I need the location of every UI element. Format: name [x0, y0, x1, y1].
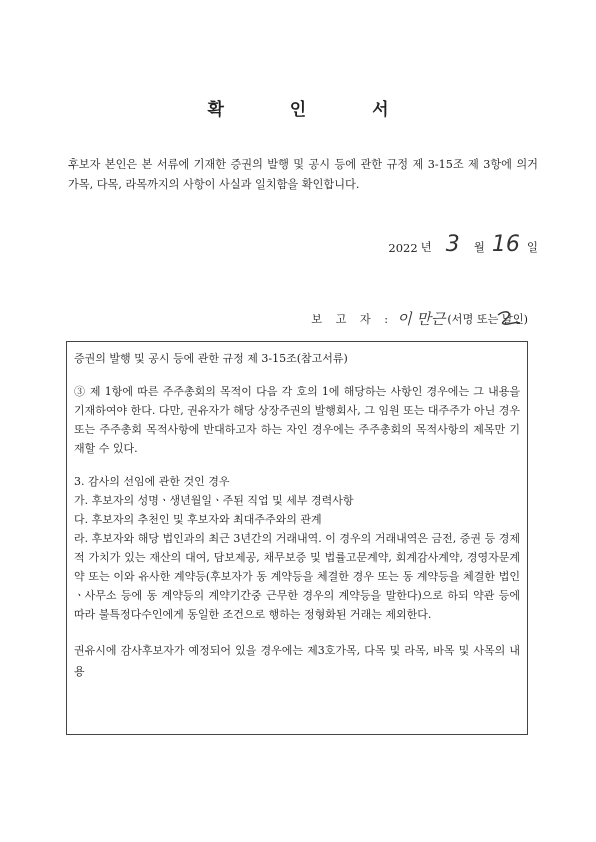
audit-item-3: 3. 감사의 선임에 관한 것인 경우: [74, 475, 230, 488]
regulation-heading: 증권의 발행 및 공시 등에 관한 규정 제 3-15조(참고서류): [74, 352, 348, 365]
document-title: 확 인 서: [207, 100, 419, 120]
reporter-line: [311, 308, 528, 329]
date-month-handwritten: 3: [445, 232, 460, 257]
date-year: 2022: [388, 241, 418, 255]
confirmation-statement: 후보자 본인은 본 서류에 기재한 증권의 발행 및 공시 등에 관한 규정 제 3-15조 제 3항에 의거 가목, 다목, 라목까지의 사항이 사실과 일치함을 확인합니다.: [68, 158, 538, 191]
audit-item-ra: 라. 후보자와 해당 법인과의 최근 3년간의 거래내역. 이 경우의 거래내역은 금전, 증권 등 경제적 가치가 있는 재산의 대여, 담보제공, 채무보증 및 법률고문계약, 회계감사계약, 경영자문계약 또는 이와 유사한 계약등(후보자가 동 계약등을 체결한 경우 또는 동 계약등을 체결한 법인ㆍ사무소 등에 동 계약등의 계약기간중 근무한 경우의 계약등을 말한다)으로 하되 약관 등에 따라 불특정다수인에게 동일한 조건으로 행하는 정형화된 거래는 제외한다.: [74, 532, 520, 621]
box-footer-note: 권유시에 감사후보자가 예정되어 있을 경우에는 제3호가목, 다목 및 라목, 바목 및 사목의 내용: [74, 644, 520, 678]
date-day-handwritten: 16: [491, 232, 520, 257]
regulation-clause-3: ③ 제 1항에 따른 주주총회의 목적이 다음 각 호의 1에 해당하는 사항인 경우에는 그 내용을 기재하여야 한다. 다만, 권유자가 해당 상장주권의 발행회사, 그 임원 또는 대주주가 아닌 경우 또는 주주총회 목적사항에 반대하고자 하는 자인 경우에는 주주총회의 목적사항의 제목만 기재할 수 있다.: [74, 385, 520, 455]
date-day-unit: 일: [526, 240, 538, 254]
handwritten-signature: 이 만근: [397, 310, 446, 328]
date-line: [388, 230, 538, 255]
signature-scribble-icon: [496, 309, 522, 329]
date-month-unit: 월: [473, 240, 485, 254]
date-year-unit: 년: [420, 240, 432, 254]
signature-note: (서명 또는 날인): [447, 312, 528, 326]
audit-item-ga: 가. 후보자의 성명ㆍ생년월일ㆍ주된 직업 및 세부 경력사항: [74, 494, 354, 507]
reporter-label: 보 고 자 :: [311, 312, 394, 326]
reference-regulation-box: [66, 341, 528, 735]
audit-item-da: 다. 후보자의 추천인 및 후보자와 최대주주와의 관계: [74, 513, 322, 526]
